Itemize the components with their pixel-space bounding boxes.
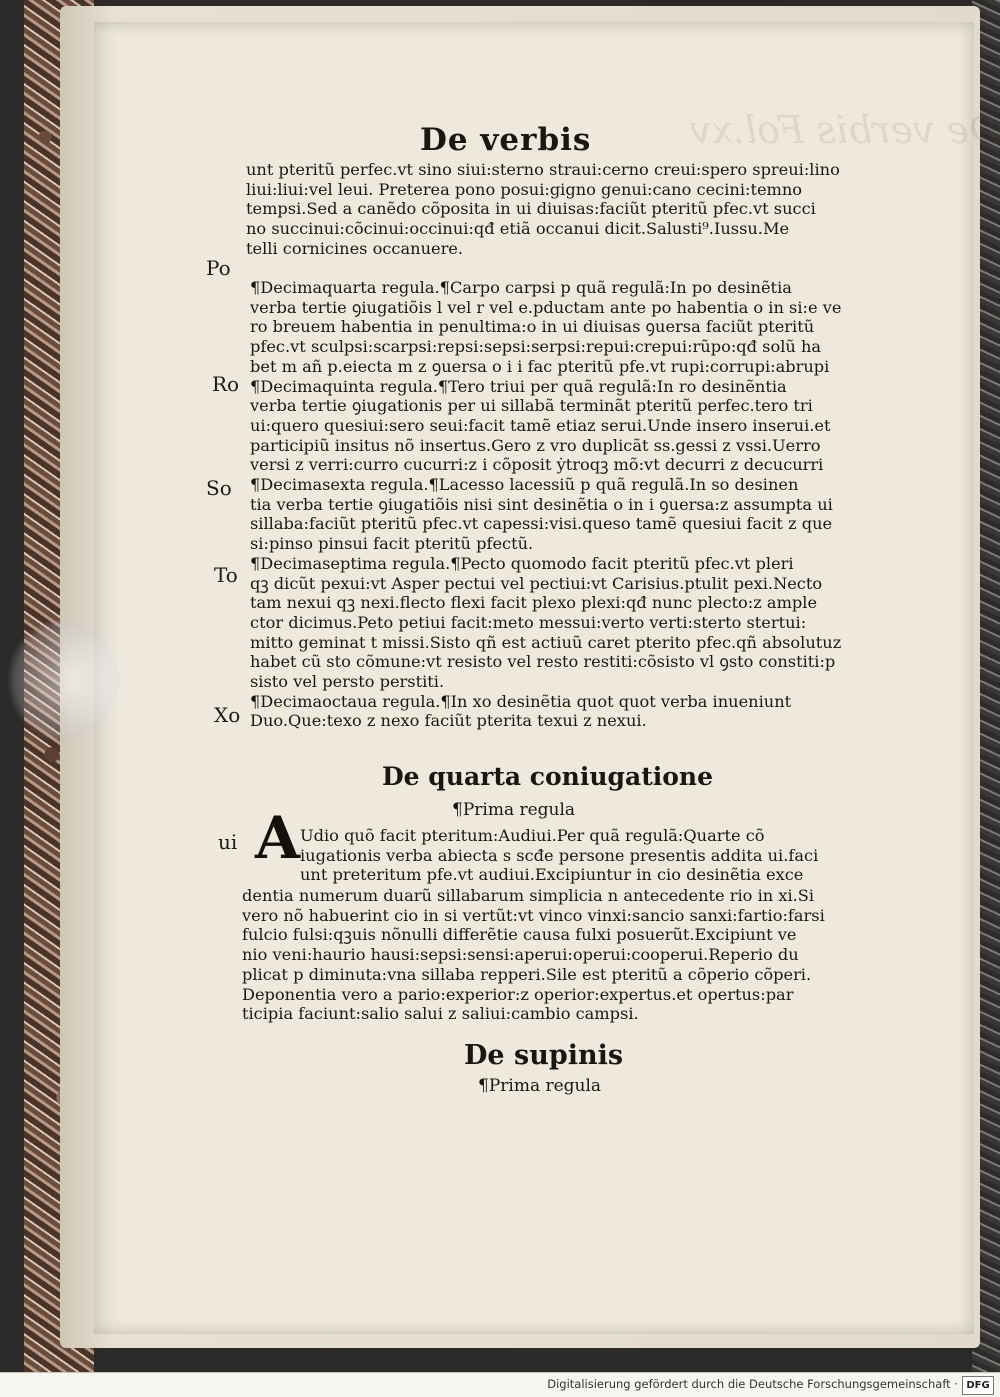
text-line: bet m añ p.eiecta m z ꝯuersa o i i fac pteritũ pfe.vt rupi:corrupi:abrupi [250,356,830,376]
section-subtitle-quarta: ¶Prima regula [452,800,576,820]
funding-note: Digitalisierung gefördert durch die Deutsche Forschungsgemeinschaft · [547,1377,958,1391]
text-line: sisto vel persto perstiti. [250,672,445,692]
text-line: Duo.Que:texo z nexo faciũt pterita texui z nexui. [250,711,647,731]
text-line: ctor dicimus.Peto petiui facit:meto messui:verto verti:sterto stertui: [250,612,807,632]
text-line: vero nõ habuerint cio in si vertũt:vt vinco vinxi:sancio sanxi:fartio:farsi [242,905,825,925]
margin-note-ui: ui [218,830,238,854]
margin-note-so: So [206,476,232,500]
text-line: liui:liui:vel leui. Preterea pono posui:gigno genui:cano cecini:temno [246,179,803,199]
text-line: telli cornicines occanuere. [246,238,464,258]
decorated-initial: A [255,804,301,872]
section-title-quarta: De quarta coniugatione [382,762,713,791]
section-title-supinis: De supinis [464,1040,624,1071]
text-line: Udio quõ facit pteritum:Audiui.Per quã regulã:Quarte cõ [300,826,765,845]
text-line: Deponentia vero a pario:experior:z operior:expertus.et opertus:par [242,984,794,1004]
text-line: tia verba tertie ꝯiugatiõis nisi sint desinẽtia o in i ꝯuersa:z assumpta ui [250,494,833,514]
text-block-1 [246,160,886,259]
text-line: tempsi.Sed a canẽdo cõposita in ui diuisas:faciũt pteritũ pfec.vt succi [246,199,816,219]
text-line: ro breuem habentia in penultima:o in ui diuisas ꝯuersa faciũt pteritũ [250,317,815,337]
text-line: verba tertie ꝯiugationis per ui sillabã terminãt pteritũ perfec.tero tri [250,396,813,416]
text-line: fulcio fulsi:qꝫuis nõnulli differẽtie causa fulxi posuerũt.Excipiunt ve [242,925,797,945]
text-line: qꝫ dicũt pexui:vt Asper pectui vel pectiui:vt Carisius.ptulit pexi.Necto [250,573,823,593]
text-block-quarta [300,826,880,885]
text-line: dentia numerum duarũ sillabarum simplicia n antecedente rio in xi.Si [242,886,815,905]
text-line: ¶Decimaquarta regula.¶Carpo carpsi p quã regulã:In po desinẽtia [250,278,792,297]
text-line: pfec.vt sculpsi:scarpsi:repsi:sepsi:serpsi:repui:crepui:rũpo:qđ solũ ha [250,337,822,357]
glass-clip [0,620,120,740]
text-line: ¶Decimaseptima regula.¶Pecto quomodo facit pteritũ pfec.vt pleri [250,553,794,573]
text-line: ui:quero quesiui:sero seui:facit tamẽ etiaz serui.Unde insero inserui.et [250,415,831,435]
dfg-logo: DFG [962,1376,994,1395]
text-line: mitto geminat t missi.Sisto qñ est actiuũ caret pterito pfec.qñ absolutuz [250,632,842,652]
text-line: ¶Decimaoctaua regula.¶In xo desinẽtia quot quot verba inueniunt [250,691,792,711]
text-line: ¶Decimaquinta regula.¶Tero triui per quã regulã:In ro desinẽntia [250,376,787,396]
margin-note-ro: Ro [212,372,240,396]
text-block-2 [250,278,886,731]
text-line: participiũ insitus nõ insertus.Gero z vro duplicãt ss.gessi z vssi.Uerro [250,435,821,455]
text-line: ¶Decimasexta regula.¶Lacesso lacessiũ p quã regulã.In so desinen [250,475,799,495]
text-line: tam nexui qꝫ nexi.flecto flexi facit plexo plexi:qđ nunc plecto:z ample [250,593,818,613]
text-line: no succinui:cõcinui:occinui:qđ etiã occanui dicit.Salusti⁹.Iussu.Me [246,219,790,239]
bleed-through-text: De verbis Fol.xv [690,108,1000,152]
text-line: unt pteritũ perfec.vt sino siui:sterno straui:cerno creui:spero spreui:lino [246,160,840,179]
text-line: sillaba:faciũt pteritũ pfec.vt capessi:visi.queso tamẽ quesiui facit z que [250,514,833,534]
text-line: ticipia faciunt:salio salui z saliui:cambio campsi. [242,1004,639,1024]
section-subtitle-supinis: ¶Prima regula [478,1076,602,1096]
margin-note-xo: Xo [214,703,241,727]
text-line: si:pinso pinsui facit pteritũ pfectũ. [250,534,534,554]
text-block-quarta-cont [242,886,882,1024]
text-line: iugationis verba abiecta s scđe persone presentis addita ui.faci [300,845,819,865]
text-line: nio veni:haurio hausi:sepsi:sensi:aperui:operui:cooperui.Reperio du [242,945,799,965]
page-header: De verbis [420,122,592,158]
text-line: unt preteritum pfe.vt audiui.Excipiuntur in cio desinẽtia exce [300,865,804,885]
text-line: versi z verri:curro cucurri:z i cõposit ẏtroqꝫ mõ:vt decurri z decucurri [250,455,824,475]
footer-bar [0,1372,1000,1397]
margin-note-to: To [214,563,238,587]
text-line: habet cũ sto cõmune:vt resisto vel resto restiti:cõsisto vl ꝯsto constiti:p [250,652,836,672]
text-line: plicat p diminuta:vna sillaba repperi.Sile est pteritũ a cõperio cõperi. [242,964,812,984]
margin-note-po: Po [206,256,231,280]
text-line: verba tertie ꝯiugatiõis l vel r vel e.pductam ante po habentia o in si:e ve [250,297,842,317]
